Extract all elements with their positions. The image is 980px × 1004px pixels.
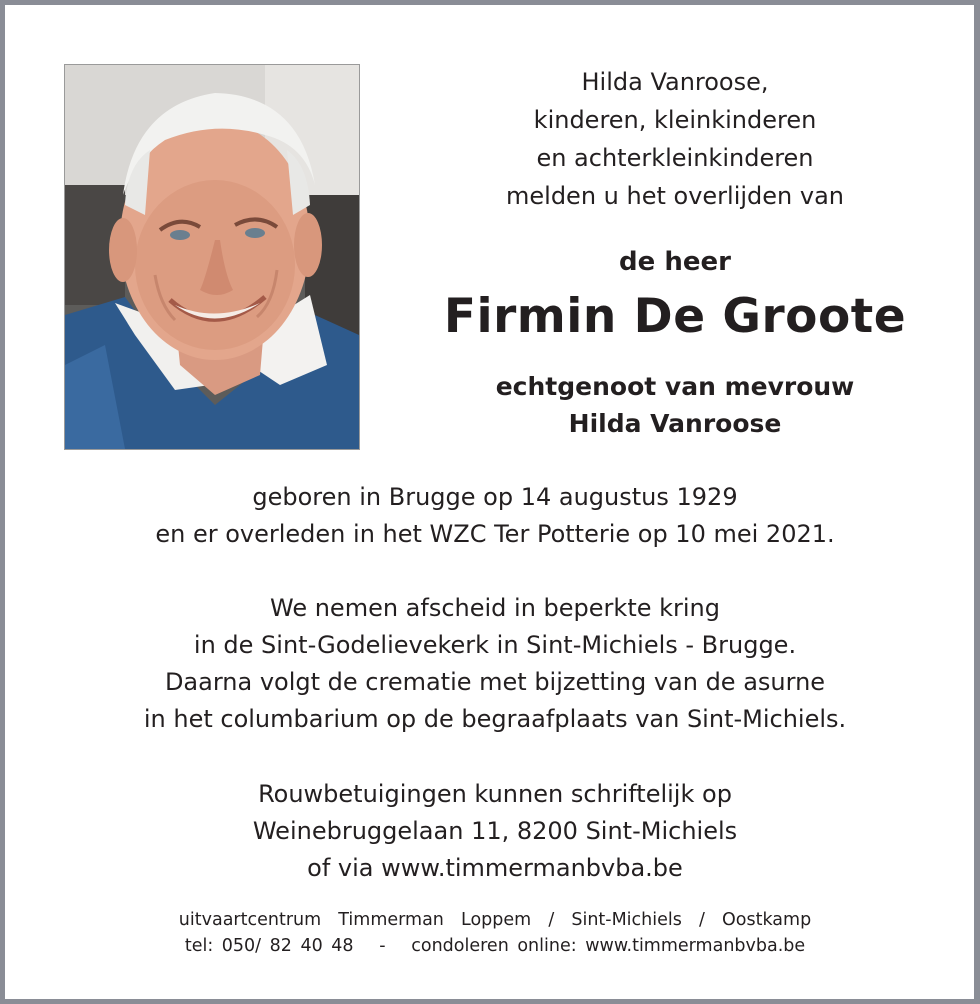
farewell-line: We nemen afscheid in beperkte kring (270, 594, 720, 622)
funeral-home-footer (45, 907, 945, 959)
birth-line: geboren in Brugge op 14 augustus 1929 (252, 483, 738, 511)
portrait-photo (64, 64, 360, 450)
birth-death-block (45, 479, 945, 553)
spouse-line-2: Hilda Vanroose (568, 409, 782, 438)
intro-line: kinderen, kleinkinderen (533, 106, 817, 134)
honorific-title: de heer (619, 247, 731, 277)
portrait-illustration (65, 65, 359, 449)
death-line: en er overleden in het WZC Ter Potterie op 10 mei 2021. (155, 520, 835, 548)
spouse-block (425, 368, 925, 442)
intro-line: Hilda Vanroose, (581, 68, 769, 96)
deceased-name: Firmin De Groote (443, 289, 907, 344)
intro-line: melden u het overlijden van (506, 182, 844, 210)
intro-announcement (425, 63, 925, 215)
condolences-line: Rouwbetuigingen kunnen schriftelijk op (258, 780, 732, 808)
farewell-line: in het columbarium op de begraafplaats van Sint-Michiels. (143, 705, 847, 733)
spouse-line-1: echtgenoot van mevrouw (495, 372, 855, 401)
farewell-line: in de Sint-Godelievekerk in Sint-Michiels - Brugge. (193, 631, 797, 659)
intro-line: en achterkleinkinderen (536, 144, 814, 172)
farewell-block (45, 590, 945, 738)
condolences-website: of via www.timmermanbvba.be (307, 854, 683, 882)
farewell-line: Daarna volgt de crematie met bijzetting van de asurne (164, 668, 826, 696)
footer-funeral-home: uitvaartcentrum Timmerman Loppem / Sint-Michiels / Oostkamp (178, 910, 812, 930)
condolences-block (45, 776, 945, 887)
condolences-address: Weinebruggelaan 11, 8200 Sint-Michiels (252, 817, 738, 845)
footer-contact: tel: 050/ 82 40 48 - condoleren online: www.timmermanbvba.be (184, 936, 806, 956)
